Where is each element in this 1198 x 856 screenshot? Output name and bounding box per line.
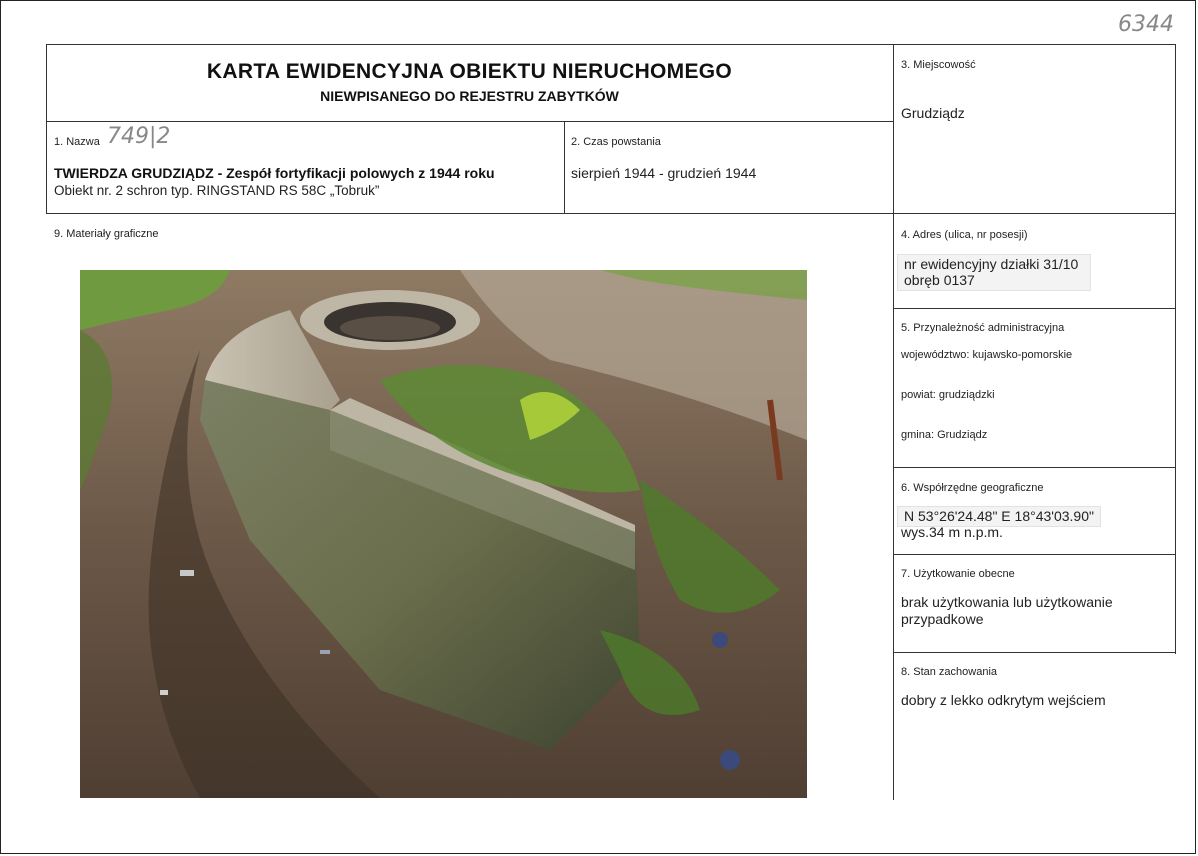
address-field [897, 254, 1091, 291]
time-label: 2. Czas powstania [571, 136, 661, 148]
handwritten-inventory-code: 749|2 [107, 124, 171, 149]
divider [46, 44, 1176, 45]
condition-label: 8. Stan zachowania [901, 666, 998, 678]
address-line2: obręb 0137 [904, 272, 975, 288]
card-subtitle: NIEWPISANEGO DO REJESTRU ZABYTKÓW [320, 88, 619, 104]
usage-label: 7. Użytkowanie obecne [901, 568, 1015, 580]
admin-commune: gmina: Grudziądz [901, 429, 988, 441]
coords-altitude: wys.34 m n.p.m. [901, 524, 1003, 540]
admin-county: powiat: grudziądzki [901, 389, 995, 401]
divider [893, 44, 894, 800]
address-line1: nr ewidencyjny działki 31/10 [904, 256, 1079, 272]
bunker-photo [80, 270, 807, 798]
divider [893, 308, 1176, 309]
admin-voivodeship: województwo: kujawsko-pomorskie [901, 349, 1073, 361]
divider [1175, 44, 1176, 654]
usage-value: brak użytkowania lub użytkowanie przypadkowe [901, 594, 1113, 627]
divider [893, 652, 1176, 653]
divider [893, 467, 1176, 468]
coords-value: N 53°26'24.48" E 18°43'03.90" [897, 506, 1101, 527]
address-label: 4. Adres (ulica, nr posesji) [901, 229, 1028, 241]
admin-label: 5. Przynależność administracyjna [901, 322, 1065, 334]
time-value: sierpień 1944 - grudzień 1944 [571, 165, 757, 181]
condition-value: dobry z lekko odkrytym wejściem [901, 692, 1106, 708]
handwritten-archive-number: 6344 [1118, 12, 1174, 37]
graphics-label: 9. Materiały graficzne [54, 228, 159, 240]
place-value: Grudziądz [901, 105, 965, 121]
divider [564, 121, 565, 214]
object-description: Obiekt nr. 2 schron typ. RINGSTAND RS 58C „Tobruk” [54, 183, 380, 198]
divider [893, 554, 1176, 555]
divider [46, 213, 1176, 214]
object-name: TWIERDZA GRUDZIĄDZ - Zespół fortyfikacji polowych z 1944 roku [54, 165, 495, 181]
name-label: 1. Nazwa [54, 136, 100, 148]
place-label: 3. Miejscowość [901, 59, 976, 71]
coords-label: 6. Współrzędne geograficzne [901, 482, 1044, 494]
card-title: KARTA EWIDENCYJNA OBIEKTU NIERUCHOMEGO [206, 60, 733, 83]
divider [46, 121, 893, 122]
